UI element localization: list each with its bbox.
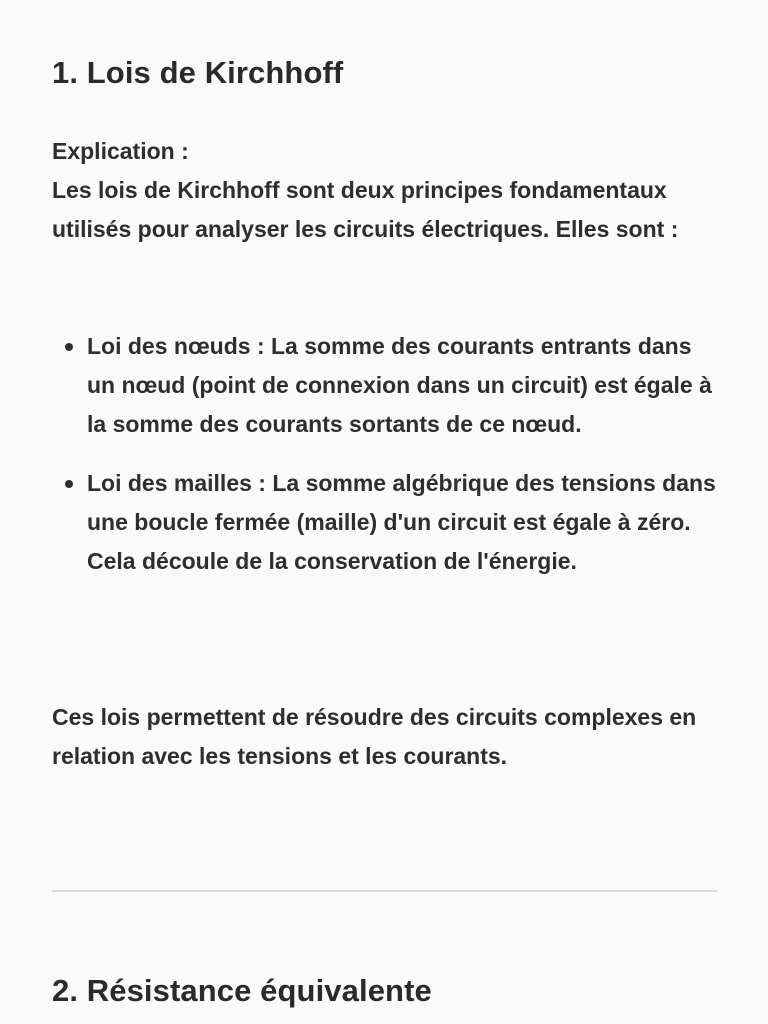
list-item-node-law: [52, 327, 722, 444]
section-title-kirchhoff: 1. Lois de Kirchhoff: [52, 55, 344, 90]
bullet-icon: [65, 343, 73, 351]
explanation-block: [52, 132, 712, 249]
explanation-label: Explication :: [52, 138, 189, 164]
bullet-icon: [65, 480, 73, 488]
section-title-equivalent-resistance: 2. Résistance équivalente: [52, 973, 432, 1008]
node-law-text: Loi des nœuds : La somme des courants entrants dans un nœud (point de connexion dans un circuit) est égale à la somme des courants sortants de ce nœud.: [87, 333, 712, 437]
explanation-intro: Les lois de Kirchhoff sont deux principes fondamentaux utilisés pour analyser les circuits électriques. Elles sont :: [52, 177, 679, 242]
section-divider: [52, 890, 717, 892]
mesh-law-text: Loi des mailles : La somme algébrique des tensions dans une boucle fermée (maille) d'un circuit est égale à zéro. Cela découle de la conservation de l'énergie.: [87, 470, 716, 574]
conclusion-paragraph: Ces lois permettent de résoudre des circuits complexes en relation avec les tensions et les courants.: [52, 704, 697, 769]
kirchhoff-laws-list: [52, 327, 722, 601]
list-item-mesh-law: [52, 464, 722, 581]
